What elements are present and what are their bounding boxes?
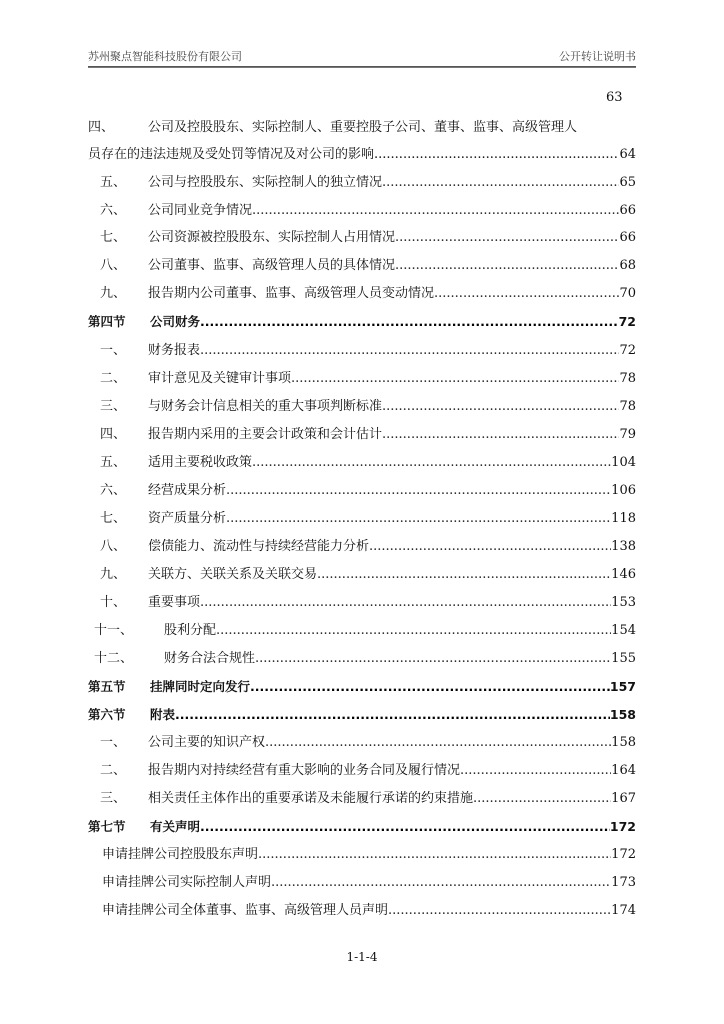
toc-entry-title: 财务报表: [148, 343, 201, 358]
toc-entry-number: 九、: [100, 567, 127, 582]
toc-entry-title: 申请挂牌公司全体董事、监事、高级管理人员声明: [102, 903, 389, 918]
toc-entry-title: 公司资源被控股股东、实际控制人占用情况: [148, 230, 396, 245]
toc-entry[interactable]: [88, 341, 636, 361]
toc-entry-number: 第六节: [88, 707, 126, 722]
toc-entry[interactable]: [88, 593, 636, 613]
toc-entry-number: 第五节: [88, 679, 126, 694]
toc-entry[interactable]: [88, 481, 636, 501]
toc-leader-dots: [200, 341, 619, 361]
toc-leader-dots: [216, 621, 611, 641]
toc-entry-page: 70: [619, 286, 636, 301]
toc-entry-title: 申请挂牌公司实际控制人声明: [102, 875, 272, 890]
toc-entry-number: 十、: [100, 595, 127, 610]
toc-entry-title: 挂牌同时定向发行: [150, 679, 251, 694]
toc-entry-page: 154: [611, 623, 636, 638]
toc-entry[interactable]: [88, 565, 636, 585]
toc-entry[interactable]: [88, 397, 636, 417]
toc-section-heading[interactable]: [88, 677, 636, 697]
toc-entry-number: 七、: [100, 511, 127, 526]
toc-entry-number: 四、: [100, 427, 127, 442]
toc-entry-title: 有关声明: [150, 819, 201, 834]
toc-entry[interactable]: [88, 537, 636, 557]
toc-entry-title: 公司及控股股东、实际控制人、重要控股子公司、董事、监事、高级管理人: [148, 120, 578, 135]
header-company: 苏州聚点智能科技股份有限公司: [88, 50, 242, 63]
toc-entry-title: 公司主要的知识产权: [148, 735, 266, 750]
toc-entry-title: 报告期内公司董事、监事、高级管理人员变动情况: [148, 286, 435, 301]
toc-leader-dots: [395, 256, 619, 276]
toc-entry-page: 172: [611, 847, 636, 862]
toc-entry[interactable]: [88, 901, 636, 921]
toc-entry[interactable]: [88, 228, 636, 248]
toc-leader-dots: [252, 201, 619, 221]
toc-entry-multiline[interactable]: [88, 118, 636, 138]
toc-entry-page: 118: [611, 511, 636, 526]
toc-leader-dots: [473, 789, 611, 809]
toc-leader-dots: [388, 901, 611, 921]
toc-leader-dots: [271, 873, 611, 893]
toc-entry-continuation[interactable]: [88, 145, 636, 165]
toc-entry-page: 164: [611, 763, 636, 778]
toc-entry-title: 报告期内对持续经营有重大影响的业务合同及履行情况: [148, 763, 461, 778]
toc-leader-dots: [395, 228, 619, 248]
toc-entry-number: 二、: [100, 371, 127, 386]
toc-entry-page: 64: [619, 147, 636, 162]
toc-entry-title: 附表: [150, 707, 176, 722]
toc-entry-page: 155: [611, 651, 636, 666]
toc-entry[interactable]: [88, 733, 636, 753]
toc-entry-number: 三、: [100, 791, 127, 806]
toc-leader-dots: [382, 397, 619, 417]
toc-section-heading[interactable]: [88, 705, 636, 725]
toc-entry-number: 五、: [100, 175, 127, 190]
toc-entry-number: 二、: [100, 763, 127, 778]
toc-entry-page: 157: [609, 679, 636, 694]
page-header: [88, 48, 636, 67]
toc-entry[interactable]: [88, 845, 636, 865]
toc-entry-page: 172: [609, 819, 636, 834]
toc-entry-page: 173: [611, 875, 636, 890]
toc-entry[interactable]: [88, 425, 636, 445]
toc-entry-page: 78: [619, 371, 636, 386]
toc-entry[interactable]: [88, 873, 636, 893]
toc-leader-dots: [252, 453, 611, 473]
toc-entry-number: 七、: [100, 230, 127, 245]
toc-leader-dots: [291, 369, 619, 389]
toc-entry-title: 资产质量分析: [148, 511, 227, 526]
toc-entry-title: 股利分配: [164, 623, 217, 638]
toc-entry-title-cont: 员存在的违法违规及受处罚等情况及对公司的影响: [88, 147, 375, 162]
toc-leader-dots: [434, 284, 619, 304]
toc-leader-dots: [265, 733, 611, 753]
toc-entry-page: 167: [611, 791, 636, 806]
toc-entry-number: 八、: [100, 258, 127, 273]
toc-entry-page: 174: [611, 903, 636, 918]
toc-leader-dots: [250, 677, 610, 697]
toc-entry-number: 六、: [100, 203, 127, 218]
toc-entry-title: 偿债能力、流动性与持续经营能力分析: [148, 539, 370, 554]
toc-entry-page: 158: [609, 707, 636, 722]
toc-entry-page: 78: [619, 399, 636, 414]
continued-page-number: 63: [606, 90, 623, 105]
toc-entry-title: 财务合法合规性: [164, 651, 256, 666]
toc-leader-dots: [175, 705, 610, 725]
toc-entry-page: 106: [611, 483, 636, 498]
toc-entry-page: 72: [618, 314, 636, 329]
toc-leader-dots: [317, 565, 611, 585]
toc-entry-page: 66: [619, 230, 636, 245]
toc-leader-dots: [382, 425, 619, 445]
toc-entry-page: 66: [619, 203, 636, 218]
toc-entry-title: 与财务会计信息相关的重大事项判断标准: [148, 399, 383, 414]
toc-entry-title: 公司董事、监事、高级管理人员的具体情况: [148, 258, 396, 273]
toc-entry[interactable]: [88, 621, 636, 641]
toc-entry-title: 重要事项: [148, 595, 201, 610]
toc-entry-title: 申请挂牌公司控股股东声明: [102, 847, 259, 862]
toc-entry[interactable]: [88, 761, 636, 781]
toc-entry[interactable]: [88, 789, 636, 809]
toc-leader-dots: [258, 845, 611, 865]
toc-leader-dots: [200, 817, 610, 837]
toc-entry[interactable]: [88, 256, 636, 276]
toc-leader-dots: [226, 481, 611, 501]
toc-entry[interactable]: [88, 453, 636, 473]
toc-leader-dots: [255, 649, 611, 669]
toc-leader-dots: [200, 593, 611, 613]
toc-leader-dots: [382, 173, 619, 193]
toc-entry-page: 146: [611, 567, 636, 582]
toc-entry-title: 公司财务: [150, 314, 201, 329]
toc-entry-number: 第四节: [88, 314, 126, 329]
page-footer-number: 1-1-4: [346, 950, 378, 964]
toc-entry-page: 138: [611, 539, 636, 554]
toc-section-heading[interactable]: [88, 817, 636, 837]
toc-entry[interactable]: [88, 284, 636, 304]
header-doc-title: 公开转让说明书: [559, 50, 636, 63]
toc-entry-page: 158: [611, 735, 636, 750]
toc-entry-number: 四、: [88, 120, 115, 135]
toc-entry-number: 第七节: [88, 819, 126, 834]
toc-entry-page: 72: [619, 343, 636, 358]
toc-entry-title: 审计意见及关键审计事项: [148, 371, 292, 386]
toc-leader-dots: [200, 312, 619, 332]
toc-entry-number: 九、: [100, 286, 127, 301]
toc-entry-page: 153: [611, 595, 636, 610]
toc-entry-number: 一、: [100, 735, 127, 750]
toc-section-heading[interactable]: [88, 312, 636, 332]
toc-leader-dots: [460, 761, 611, 781]
toc-entry-title: 相关责任主体作出的重要承诺及未能履行承诺的约束措施: [148, 791, 474, 806]
toc-entry-title: 经营成果分析: [148, 483, 227, 498]
toc-entry[interactable]: [88, 201, 636, 221]
toc-entry-page: 65: [619, 175, 636, 190]
toc-leader-dots: [226, 509, 611, 529]
toc-entry-page: 79: [619, 427, 636, 442]
toc-entry[interactable]: [88, 649, 636, 669]
toc-entry-page: 104: [611, 455, 636, 470]
toc-entry-title: 公司同业竞争情况: [148, 203, 253, 218]
toc-entry-page: 68: [619, 258, 636, 273]
toc-entry-number: 三、: [100, 399, 127, 414]
toc-entry-number: 十二、: [94, 651, 134, 666]
header-divider: [88, 67, 636, 68]
toc-entry-number: 六、: [100, 483, 127, 498]
toc-leader-dots: [369, 537, 611, 557]
toc-entry[interactable]: [88, 369, 636, 389]
toc-entry-number: 十一、: [94, 623, 134, 638]
toc-entry-number: 一、: [100, 343, 127, 358]
toc-entry-title: 关联方、关联关系及关联交易: [148, 567, 318, 582]
toc-entry-title: 公司与控股股东、实际控制人的独立情况: [148, 175, 383, 190]
toc-leader-dots: [374, 145, 619, 165]
toc-entry-number: 八、: [100, 539, 127, 554]
toc-entry-number: 五、: [100, 455, 127, 470]
toc-entry[interactable]: [88, 173, 636, 193]
toc-entry-title: 报告期内采用的主要会计政策和会计估计: [148, 427, 383, 442]
toc-entry[interactable]: [88, 509, 636, 529]
toc-entry-title: 适用主要税收政策: [148, 455, 253, 470]
